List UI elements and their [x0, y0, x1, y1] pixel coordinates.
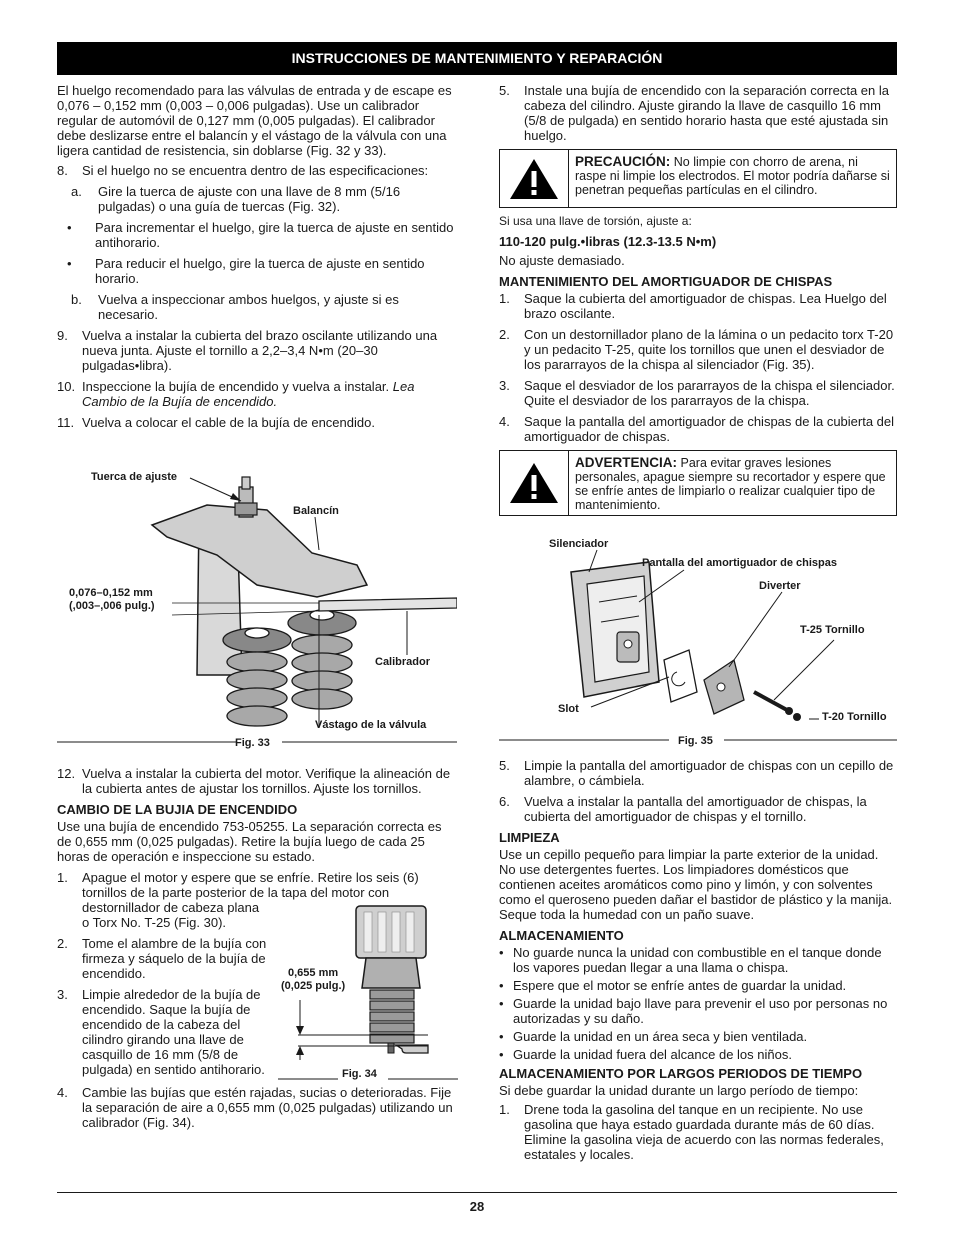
right-column-lower: [499, 758, 897, 1168]
long-storage-intro: Si debe guardar la unidad durante un largo período de tiempo:: [499, 1083, 859, 1098]
figure-33: [57, 465, 457, 755]
label-gap-in: (,003–,006 pulg.): [69, 600, 155, 612]
bujia-step-3: 3. Limpie alrededor de la bujía de encendido. Saque la bujía de encendido de la cabeza del cilindro girando una llave de casquillo de 16 mm (5/8 de pulgada) en sentido antihorario.: [57, 987, 265, 1077]
storage-bullet: • Espere que el motor se enfríe antes de guardar la unidad.: [499, 978, 847, 993]
right-column: [499, 83, 897, 522]
bujia-step-1: 1. Apague el motor y espere que se enfríe. Retire los seis (6) tornillos de la parte posterior de la tapa del motor con destornillador de cabeza plana o Torx No. T-25 (Fig. 30).: [57, 870, 419, 930]
caution-text: No limpie con chorro de arena, ni raspe ni limpie los electrodos. El motor podría dañarse si penetran pequeñas partículas en el cilindro.: [575, 155, 890, 197]
arrestor-step-4: 4. Saque la pantalla del amortiguador de chispas de la cubierta del amortiguador de chispas.: [499, 414, 895, 444]
long-storage-step-1: 1. Drene toda la gasolina del tanque en un recipiente. No use gasolina que haya estado guardada durante más de 60 días. Elimine la gasolina vieja de acuerdo con las normas federales, estatales y locales.: [499, 1102, 884, 1162]
warning-text: Para evitar graves lesiones personales, apague siempre su recortador y espere que se enfríe antes de limpiarlo o realizar cualquier tipo de mantenimiento.: [575, 456, 886, 512]
label-diverter: Diverter: [759, 580, 801, 592]
heading-limpieza: LIMPIEZA: [499, 830, 560, 845]
label-calibrador: Calibrador: [375, 656, 431, 668]
arrestor-step-1: 1. Saque la cubierta del amortiguador de chispas. Lea Huelgo del brazo oscilante.: [499, 291, 887, 321]
label-plug-gap-in: (0,025 pulg.): [281, 980, 346, 992]
fig34-caption: Fig. 34: [342, 1068, 377, 1080]
heading-spark-arrestor: MANTENIMIENTO DEL AMORTIGUADOR DE CHISPAS: [499, 274, 833, 289]
step-11: 11. Vuelva a colocar el cable de la bujía de encendido.: [57, 415, 375, 430]
storage-bullet: • Guarde la unidad en un área seca y bien ventilada.: [499, 1029, 808, 1044]
step-9: 9. Vuelva a instalar la cubierta del brazo oscilante utilizando una nueva junta. Ajuste el tornillo a 2,2–3,4 N•m (20–30 pulgadas•libra).: [57, 328, 438, 373]
caution-label: PRECAUCIÓN:: [575, 154, 671, 169]
step-5: 5. Instale una bujía de encendido con la separación correcta en la cabeza del cilindro. Ajuste girando la llave de casquillo 16 mm (5/8 de pulgada) en sentido horario hasta que esté ajustada sin huelgo.: [499, 83, 889, 143]
heading-bujia: CAMBIO DE LA BUJIA DE ENCENDIDO: [57, 802, 298, 817]
storage-bullet: • No guarde nunca la unidad con combustible en el tanque donde los vapores puedan llegar a una llama o chispa.: [499, 945, 882, 975]
torsion-note: Si usa una llave de torsión, ajuste a:: [499, 214, 692, 228]
label-silenciador: Silenciador: [549, 538, 609, 550]
label-plug-gap-mm: 0,655 mm: [288, 967, 339, 979]
limpieza-text: Use un cepillo pequeño para limpiar la parte exterior de la unidad. No use detergentes fuertes. Los limpiadores domésticos que contienen aceites aromáticos como pino y limón, y con solventes como el queroseno pueden dañar el bastidor de plástico y la manija. Seque toda la humedad con un paño suave.: [499, 847, 893, 922]
bullet-reduce: • Para reducir el huelgo, gire la tuerca de ajuste en sentido horario.: [67, 256, 425, 286]
fig33-caption: Fig. 33: [235, 737, 270, 749]
storage-bullet: • Guarde la unidad bajo llave para prevenir el uso por personas no autorizadas y su daño.: [499, 996, 888, 1026]
no-overtighten: No ajuste demasiado.: [499, 253, 625, 268]
label-t20: T-20 Tornillo: [822, 711, 887, 723]
torsion-value: 110-120 pulg.•libras (12.3-13.5 N•m): [499, 234, 717, 249]
warning-label: ADVERTENCIA:: [575, 455, 678, 470]
step-8a: a. Gire la tuerca de ajuste con una llave de 8 mm (5/16 pulgadas) o una guía de tuercas (Fig. 32).: [71, 184, 401, 214]
valve-intro: El huelgo recomendado para las válvulas de entrada y de escape es 0,076 – 0,152 mm (0,003 – 0,006 pulgadas). Use un calibrador regular de automóvil de 0,127 mm (0,005 pulgadas). El calibrador debe deslizarse entre el balancín y el vástago de la válvula con una ligera cantidad de resistencia, sin doblarse (Fig. 32 y 33).: [57, 83, 452, 158]
storage-bullet: • Guarde la unidad fuera del alcance de los niños.: [499, 1047, 792, 1062]
warning-box: [499, 450, 897, 516]
fig35-caption: Fig. 35: [678, 735, 713, 747]
caution-box: [499, 149, 897, 208]
figure-34: [278, 900, 458, 1085]
step-10: 10. Inspeccione la bujía de encendido y vuelva a instalar. Lea Cambio de la Bujía de encendido.: [57, 379, 415, 409]
bullet-increase: • Para incrementar el huelgo, gire la tuerca de ajuste en sentido antihorario.: [67, 220, 454, 250]
arrestor-step-5: 5. Limpie la pantalla del amortiguador de chispas con un cepillo de alambre, o cámbiela.: [499, 758, 894, 788]
label-slot: Slot: [558, 703, 579, 715]
left-column: [57, 83, 457, 436]
label-vastago: Vástago de la válvula: [315, 719, 427, 731]
arrestor-step-3: 3. Saque el desviador de los pararrayos de la chispa el silenciador. Quite el desviador de los pararrayos de la chispa.: [499, 378, 895, 408]
arrestor-step-6: 6. Vuelva a instalar la pantalla del amortiguador de chispas, la cubierta del amortiguador de chispas y el tornillo.: [499, 794, 867, 824]
label-gap-mm: 0,076–0,152 mm: [69, 587, 153, 599]
section-header: INSTRUCCIONES DE MANTENIMIENTO Y REPARACIÓN: [57, 42, 897, 75]
warning-icon: [500, 451, 569, 515]
label-pantalla: Pantalla del amortiguador de chispas: [642, 557, 837, 569]
heading-almacenamiento: ALMACENAMIENTO: [499, 928, 624, 943]
label-tuerca: Tuerca de ajuste: [91, 471, 177, 483]
figure-35: [499, 532, 897, 750]
page-number: 28: [469, 1199, 485, 1214]
bujia-step-2: 2. Tome el alambre de la bujía con firmeza y sáquelo de la bujía de encendido.: [57, 936, 267, 981]
arrestor-step-2: 2. Con un destornillador plano de la lámina o un pedacito torx T-20 y un pedacito T-25, quite los tornillos que unen el desviador de los pararrayos de la chispa al silenciador (Fig. 35).: [499, 327, 894, 372]
step-12: 12. Vuelva a instalar la cubierta del motor. Verifique la alineación de la cubierta antes de ajustar los tornillos. Ajuste los tornillos.: [57, 766, 451, 796]
label-balancin: Balancín: [293, 505, 339, 517]
warning-icon: [500, 150, 569, 207]
label-t25: T-25 Tornillo: [800, 624, 865, 636]
step-8b: b. Vuelva a inspeccionar ambos huelgos, y ajuste si es necesario.: [71, 292, 399, 322]
bujia-step-4: 4. Cambie las bujías que estén rajadas, sucias o deterioradas. Fije la separación de aire a 0,655 mm (0,025 pulgadas) utilizando un calibrador (Fig. 34).: [57, 1085, 453, 1130]
footer-rule: [57, 1192, 897, 1193]
bujia-intro: Use una bujía de encendido 753-05255. La separación correcta es de 0,655 mm (0,025 pulgadas). Retire la bujía luego de cada 25 horas de operación e inspeccione su estado.: [57, 819, 442, 864]
step-8: 8. Si el huelgo no se encuentra dentro de las especificaciones:: [57, 163, 429, 178]
heading-long-storage: ALMACENAMIENTO POR LARGOS PERIODOS DE TIEMPO: [499, 1066, 863, 1081]
